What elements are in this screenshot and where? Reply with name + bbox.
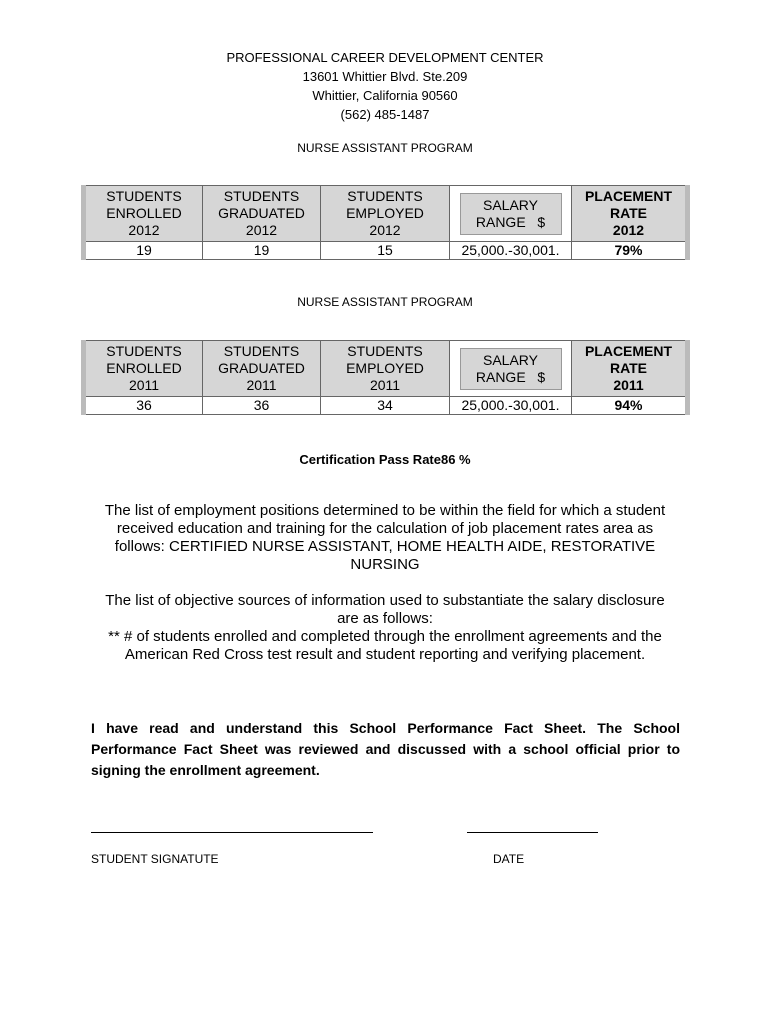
value-placement: 79% xyxy=(572,242,688,260)
table-row xyxy=(84,242,688,260)
phone-number: (562) 485-1487 xyxy=(340,107,430,122)
program-title-2012: NURSE ASSISTANT PROGRAM xyxy=(297,141,473,155)
date-signature-line[interactable] xyxy=(467,832,598,833)
value-enrolled: 19 xyxy=(84,242,203,260)
value-salary: 25,000.-30,001. xyxy=(450,242,572,260)
sources-paragraph xyxy=(96,592,674,664)
value-graduated: 36 xyxy=(203,397,321,415)
header-salary: SALARY RANGE $ xyxy=(450,341,572,397)
header-graduated: STUDENTS GRADUATED 2012 xyxy=(203,186,321,242)
header-placement: PLACEMENT RATE 2011 xyxy=(572,341,688,397)
table-header-row xyxy=(84,341,688,397)
table-row xyxy=(84,397,688,415)
date-label: DATE xyxy=(493,852,525,866)
sources-detail: ** # of students enrolled and completed through the enrollment agreements and the American Red Cross test result and student reporting and verifying placement. xyxy=(108,628,662,663)
org-name: PROFESSIONAL CAREER DEVELOPMENT CENTER xyxy=(226,50,544,65)
fact-table-2011 xyxy=(81,340,690,415)
address-line-1: 13601 Whittier Blvd. Ste.209 xyxy=(302,69,468,84)
value-placement: 94% xyxy=(572,397,688,415)
fact-table-2012 xyxy=(81,185,690,260)
address-line-2: Whittier, California 90560 xyxy=(312,88,458,103)
value-graduated: 19 xyxy=(203,242,321,260)
header-placement: PLACEMENT RATE 2012 xyxy=(572,186,688,242)
student-signature-line[interactable] xyxy=(91,832,373,833)
table-header-row xyxy=(84,186,688,242)
value-enrolled: 36 xyxy=(84,397,203,415)
acknowledgement-statement: I have read and understand this School Performance Fact Sheet. The School Performance Fact Sheet was reviewed and discussed with a school official prior to signing the enrollment agreement. xyxy=(91,720,680,778)
header-employed: STUDENTS EMPLOYED 2011 xyxy=(321,341,450,397)
sources-intro: The list of objective sources of information used to substantiate the salary disclosure are as follows: xyxy=(105,592,665,627)
header-enrolled: STUDENTS ENROLLED 2011 xyxy=(84,341,203,397)
value-salary: 25,000.-30,001. xyxy=(450,397,572,415)
header-salary: SALARY RANGE $ xyxy=(450,186,572,242)
value-employed: 15 xyxy=(321,242,450,260)
header-employed: STUDENTS EMPLOYED 2012 xyxy=(321,186,450,242)
header-graduated: STUDENTS GRADUATED 2011 xyxy=(203,341,321,397)
header-enrolled: STUDENTS ENROLLED 2012 xyxy=(84,186,203,242)
student-signature-label: STUDENT SIGNATUTE xyxy=(91,852,219,866)
school-header xyxy=(0,48,770,124)
positions-paragraph: The list of employment positions determined to be within the field for which a student received education and training for the calculation of job placement rates area as follows: CERTIFIED NURSE ASSISTANT, HOME HEALTH AIDE, RESTORATIVE NURSING xyxy=(104,502,666,573)
certification-pass-rate: Certification Pass Rate86 % xyxy=(299,452,471,467)
value-employed: 34 xyxy=(321,397,450,415)
program-title-2011: NURSE ASSISTANT PROGRAM xyxy=(297,295,473,309)
